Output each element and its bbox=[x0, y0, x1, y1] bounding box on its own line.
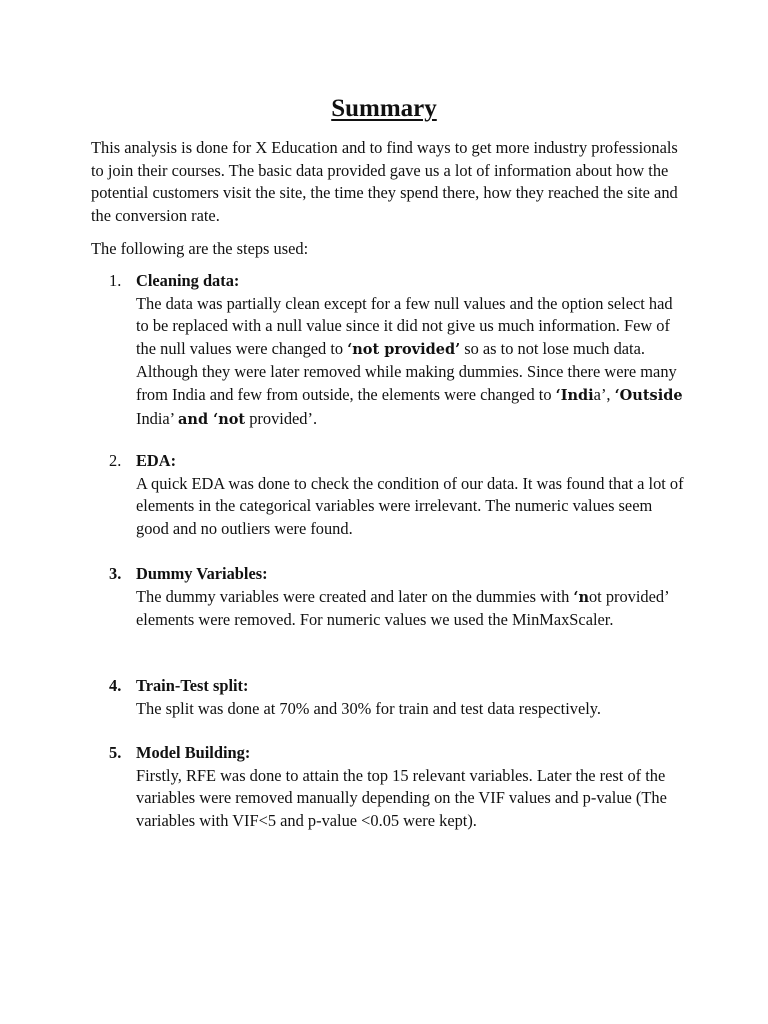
step-body bbox=[136, 586, 689, 632]
highlight-text: ‘Outside bbox=[614, 386, 683, 404]
body-text: India’ bbox=[136, 408, 179, 428]
body-text: provided’. bbox=[245, 408, 318, 428]
step-number: 4. bbox=[109, 676, 122, 695]
step-body: Firstly, RFE was done to attain the top 15 relevant variables. Later the rest of the variables were removed manually depending on the VIF values and p-value (The variables with VIF<5 and p-value <0.05 were kept). bbox=[136, 765, 667, 830]
step-heading: Train-Test split: bbox=[136, 676, 249, 695]
highlight-text: and ‘not bbox=[178, 410, 246, 428]
step-eda bbox=[109, 450, 689, 540]
page-title: Summary bbox=[331, 95, 437, 122]
step-body: A quick EDA was done to check the condition of our data. It was found that a lot of elements in the categorical variables were irrelevant. The numeric values seem good and no outliers were found. bbox=[136, 473, 684, 538]
highlight-text: ‘n bbox=[573, 588, 589, 606]
body-text: a’, bbox=[593, 384, 615, 404]
step-body: The split was done at 70% and 30% for train and test data respectively. bbox=[136, 698, 602, 718]
step-number: 5. bbox=[109, 743, 122, 762]
body-text: ot provided’ elements were removed. For numeric values we used the MinMaxScaler. bbox=[136, 586, 669, 630]
step-heading: EDA: bbox=[136, 451, 177, 470]
step-body bbox=[136, 293, 689, 432]
step-heading: Model Building: bbox=[136, 743, 251, 762]
step-number: 3. bbox=[109, 564, 122, 583]
step-train-test-split bbox=[109, 675, 689, 720]
highlight-text: ‘Indi bbox=[555, 386, 594, 404]
body-text: The dummy variables were created and later on the dummies with bbox=[136, 586, 574, 606]
step-heading: Cleaning data: bbox=[136, 271, 240, 290]
step-cleaning-data bbox=[109, 270, 689, 431]
body-text: so as to not lose much data. Although they were later removed while making dummies. Since there were many from India and few from outside, the elements were changed to bbox=[136, 338, 677, 404]
intro-paragraph: This analysis is done for X Education and to find ways to get more industry professionals to join their courses. The basic data provided gave us a lot of information about how the potential customers visit the site, the time they spend there, how they reached the site and the conversion rate. bbox=[91, 138, 678, 225]
body-text: The data was partially clean except for a few null values and the option select had to be replaced with a null value since it did not give us much information. Few of the null values were changed to bbox=[136, 293, 673, 358]
steps-lead: The following are the steps used: bbox=[91, 239, 309, 258]
step-dummy-variables bbox=[109, 563, 689, 632]
step-number: 2. bbox=[109, 451, 122, 470]
step-number: 1. bbox=[109, 271, 122, 290]
step-heading: Dummy Variables: bbox=[136, 564, 268, 583]
highlight-text: ‘not provided’ bbox=[347, 340, 461, 358]
step-model-building bbox=[109, 742, 689, 832]
